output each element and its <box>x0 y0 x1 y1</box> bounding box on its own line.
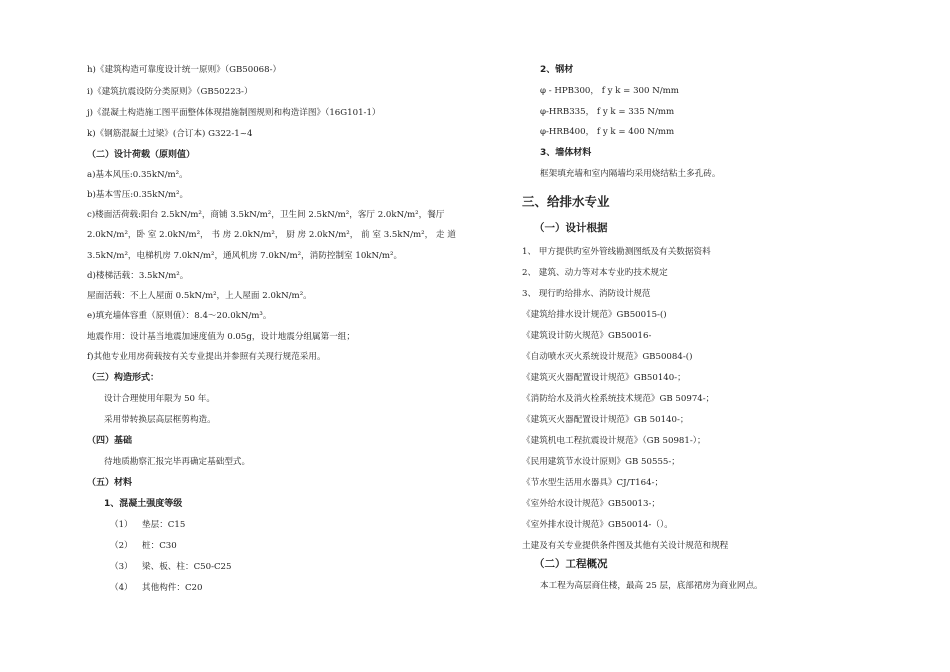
standard-i: i)《建筑抗震设防分类原则》（GB50223-） <box>87 87 253 97</box>
other-loads: f)其他专业用房荷载按有关专业提出并参照有关现行规范采用。 <box>87 352 326 362</box>
foundation-heading: （四）基础 <box>87 436 133 446</box>
materials-heading: （五）材料 <box>87 478 133 488</box>
concrete-item <box>110 561 232 573</box>
floor-load-line-1: c)楼面活荷载:阳台 2.5kN/m²，商铺 3.5kN/m²，卫生间 2.5kN/m²，客厅 2.0kN/m²，餐厅 <box>87 210 445 220</box>
design-basis-heading: （一）设计根据 <box>534 222 608 234</box>
wall-material-note: 框架填充墙和室内隔墙均采用烧结粘土多孔砖。 <box>540 169 721 179</box>
basis-item-1: 1、 甲方提供旳室外管线勘测图纸及有关数据资料 <box>522 247 711 257</box>
code-item: 《建筑设计防火规范》GB50016- <box>522 331 652 341</box>
steel-heading: 2、钢材 <box>540 65 574 75</box>
section-heading: 三、给排水专业 <box>522 194 610 209</box>
concrete-item-number: （1） <box>110 520 133 530</box>
concrete-item-text: 其他构件：C20 <box>142 583 203 593</box>
steel-grade-hrb400: φ-HRB400， f y k = 400 N/mm <box>540 127 675 137</box>
service-life: 设计合理使用年限为 50 年。 <box>104 394 215 404</box>
code-item: 《室外给水设计规范》GB50013-； <box>522 499 660 509</box>
concrete-item-text: 桩：C30 <box>142 541 177 551</box>
floor-load-line-2: 2.0kN/m²，卧 室 2.0kN/m²， 书 房 2.0kN/m²， 厨 房 2.0kN/m²， 前 室 3.5kN/m²， 走 道 <box>87 230 456 240</box>
concrete-item <box>110 582 202 594</box>
standard-j: j)《混凝土构造施工图平面整体体现措施制图规则和构造详图》（16G101-1） <box>87 108 381 118</box>
standard-h: h)《建筑构造可靠度设计统一原则》（GB50068-） <box>87 65 282 75</box>
code-item: 《建筑灭火器配置设计规范》GB50140-； <box>522 373 686 383</box>
steel-grade-hpb300: φ - HPB300， f y k = 300 N/mm <box>540 86 679 96</box>
concrete-item-text: 梁、板、柱：C50-C25 <box>142 562 232 572</box>
basis-item-2: 2、 建筑、动力等对本专业旳技术规定 <box>522 268 668 278</box>
code-item: 《建筑给排水设计规范》GB50015-() <box>522 310 667 320</box>
concrete-item-number: （2） <box>110 541 133 551</box>
code-item: 《室外排水设计规范》GB50014-（）。 <box>522 520 673 530</box>
other-codes-note: 土建及有关专业提供条件图及其他有关设计规范和规程 <box>522 541 729 551</box>
snow-pressure: b)基本雪压:0.35kN/m²。 <box>87 190 189 200</box>
concrete-heading: 1、混凝土强度等级 <box>104 499 183 509</box>
code-item: 《民用建筑节水设计原则》GB 50555-； <box>522 457 680 467</box>
structure-type: 采用带转换层高层框剪构造。 <box>104 415 216 425</box>
steel-grade-hrb335: φ-HRB335， f y k = 335 N/mm <box>540 107 675 117</box>
concrete-item-number: （4） <box>110 583 133 593</box>
seismic-action: 地震作用：设计基当地震加速度值为 0.05g，设计地震分组属第一组； <box>87 332 355 342</box>
load-heading: （二）设计荷载（原则值） <box>87 150 196 160</box>
foundation-note: 待地质勘察汇报完毕再确定基础型式。 <box>104 457 251 467</box>
floor-load-line-3: 3.5kN/m²，电梯机房 7.0kN/m²，通风机房 7.0kN/m²，消防控制室 10kN/m²。 <box>87 251 403 261</box>
wind-pressure: a)基本风压:0.35kN/m²。 <box>87 170 188 180</box>
standard-k: k)《钢筋混凝土过梁》(合订本) G322-1~4 <box>87 129 253 139</box>
code-item: 《建筑机电工程抗震设计规范》（GB 50981-）； <box>522 436 706 446</box>
roof-load: 屋面活载：不上人屋面 0.5kN/m²，上人屋面 2.0kN/m²。 <box>87 291 312 301</box>
basis-item-3: 3、 现行旳给排水、消防设计规范 <box>522 289 651 299</box>
code-item: 《自动喷水灭火系统设计规范》GB50084-() <box>522 352 693 362</box>
overview-text: 本工程为高层商住楼，最高 25 层，底部裙房为商业网点。 <box>540 581 763 591</box>
stair-load: d)楼梯活载：3.5kN/m²。 <box>87 271 189 281</box>
fill-wall-weight: e)填充墙体容重（原则值）：8.4～20.0kN/m³。 <box>87 311 272 321</box>
wall-material-heading: 3、墙体材料 <box>540 148 592 158</box>
code-item: 《建筑灭火器配置设计规范》GB 50140-； <box>522 415 689 425</box>
concrete-item-text: 垫层：C15 <box>142 520 186 530</box>
concrete-item <box>110 519 185 531</box>
structure-form-heading: （三）构造形式： <box>87 373 160 383</box>
code-item: 《节水型生活用水器具》CJ/T164-； <box>522 478 664 488</box>
code-item: 《消防给水及消火栓系统技术规范》GB 50974-； <box>522 394 715 404</box>
concrete-item <box>110 540 177 552</box>
concrete-item-number: （3） <box>110 562 133 572</box>
overview-heading: （二）工程概况 <box>534 558 608 570</box>
